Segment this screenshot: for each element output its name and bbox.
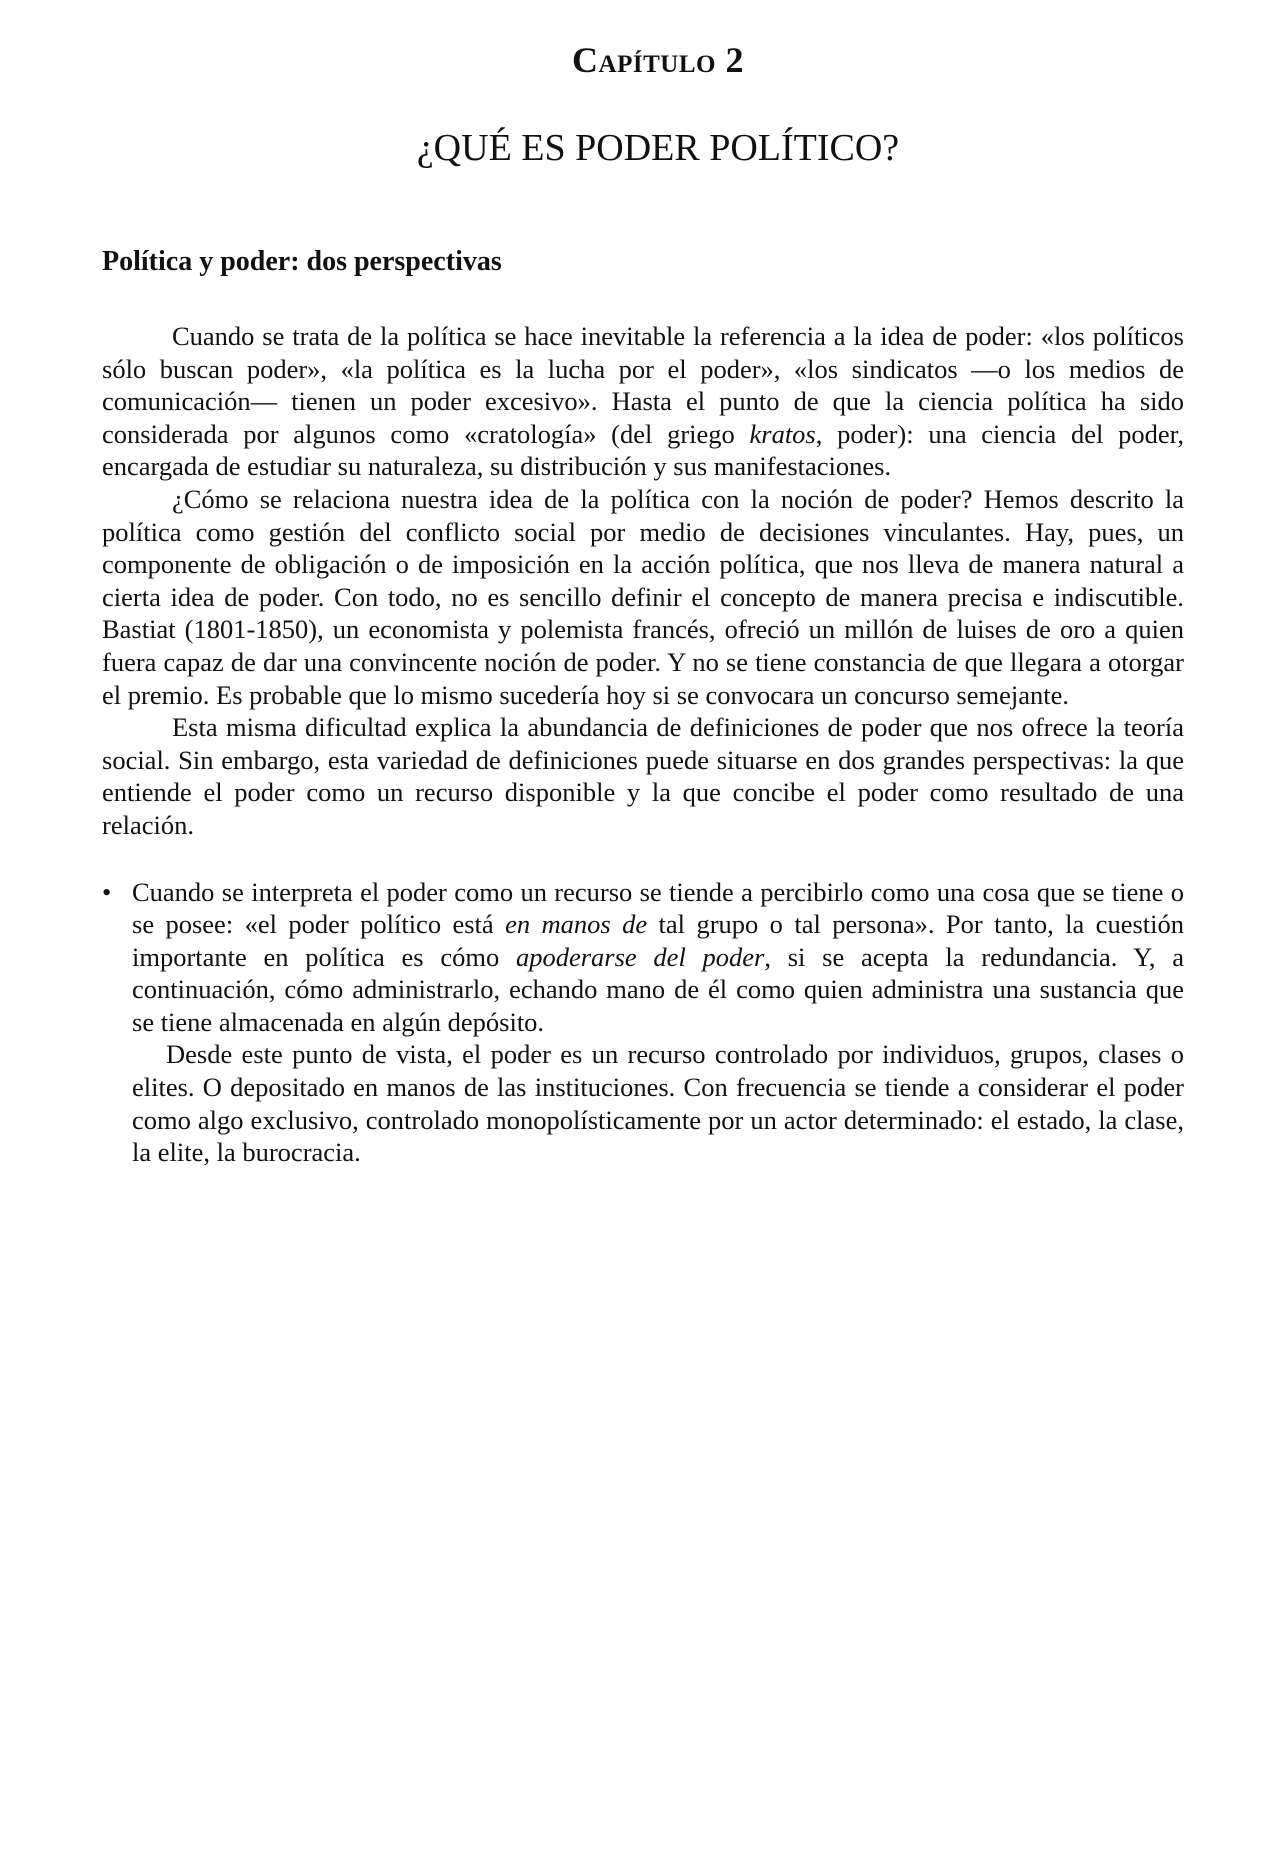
paragraph-1-part-a: Cuando se trata de la política se hace inevitable la referencia a la idea de poder: «los políticos sólo buscan poder», «la política es la lucha por el poder», «los sindicatos —o los medios de comunicación— tienen un poder excesivo». Hasta el punto de que la ciencia política ha sido considerada por algunos como «cratología» (del griego	[102, 321, 1184, 449]
body-text	[102, 320, 1184, 842]
chapter-label	[102, 38, 1184, 82]
bullet-italic-2: apoderarse del poder	[515, 941, 765, 972]
bullet-list	[102, 876, 1184, 1169]
paragraph-1-italic: kratos	[749, 418, 816, 449]
bullet-text-1: Cuando se interpreta el poder como un recurso se tiende a percibirlo como una cosa que se tiene o se posee: «el poder político está	[132, 876, 1184, 940]
bullet-dot-icon: •	[102, 876, 112, 907]
bullet-text-3: , si se acepta la redundancia. Y, a continuación, cómo administrarlo, echando mano de él como quien administra una sustancia que se tiene almacenada en algún depósito.	[132, 941, 1184, 1037]
book-page	[102, 38, 1184, 1169]
bullet-italic-1: en manos de	[505, 909, 648, 940]
bullet-paragraph-1	[132, 876, 1184, 1039]
paragraph-3: Esta misma dificultad explica la abundancia de definiciones de poder que nos ofrece la teoría social. Sin embargo, esta variedad de definiciones puede situarse en dos grandes perspectivas: la que entiende el poder como un recurso disponible y la que concibe el poder como resultado de una relación.	[102, 712, 1184, 840]
bullet-paragraph-2: Desde este punto de vista, el poder es un recurso controlado por individuos, grupos, clases o elites. O depositado en manos de las instituciones. Con frecuencia se tiende a considerar el poder como algo exclusivo, controlado monopolísticamente por un actor determinado: el estado, la clase, la elite, la burocracia.	[132, 1039, 1184, 1168]
chapter-label-text: Capítulo 2	[572, 40, 744, 80]
bullet-text-2: tal grupo o tal persona». Por tanto, la cuestión importante en política es cómo	[132, 909, 1184, 972]
chapter-title: ¿QUÉ ES PODER POLÍTICO?	[416, 127, 900, 169]
paragraph-2: ¿Cómo se relaciona nuestra idea de la política con la noción de poder? Hemos descrito la política como gestión del conflicto social por medio de decisiones vinculantes. Hay, pues, un componente de obligación o de imposición en la acción política, que nos lleva de manera natural a cierta idea de poder. Con todo, no es sencillo definir el concepto de manera precisa e indiscutible. Bastiat (1801-1850), un economista y polemista francés, ofreció un millón de luises de oro a quien fuera capaz de dar una convincente noción de poder. Y no se tiene constancia de que llegara a otorgar el premio. Es probable que lo mismo sucedería hoy si se convocara un concurso semejante.	[102, 483, 1184, 710]
section-heading: Política y poder: dos perspectivas	[102, 246, 502, 277]
paragraph-1	[102, 320, 1184, 483]
paragraph-1-part-b: , poder): una ciencia del poder, encargada de estudiar su naturaleza, su distribución y sus manifestaciones.	[102, 418, 1185, 482]
bullet-item	[102, 876, 1184, 1169]
